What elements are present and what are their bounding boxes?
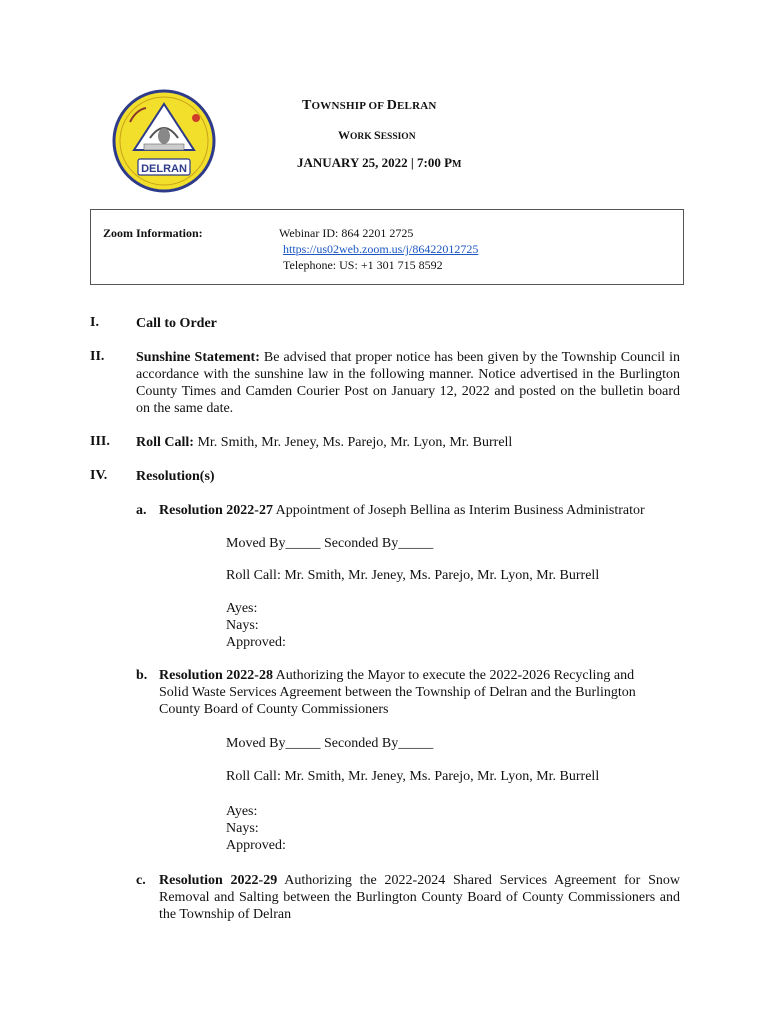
resolution-b: Resolution 2022-28 Authorizing the Mayor to execute the 2022-2026 Recycling and Solid Waste Services Agreement between the Township of Delran and the Burlington County Board of County Commissioners [159, 668, 636, 717]
item-number: III. [90, 434, 110, 449]
item-number: IV. [90, 468, 108, 483]
approved: Approved: [226, 635, 286, 650]
approved: Approved: [226, 838, 286, 853]
page-subtitle: WORK SESSION [338, 128, 416, 142]
moved-by: Moved By_____ Seconded By_____ [226, 536, 434, 551]
webinar-id: Webinar ID: 864 2201 2725 [279, 226, 414, 240]
item-sunshine: Sunshine Statement: Be advised that proper notice has been given by the Township Council in accordance with the sunshine law in the following manner. Notice advertised in the Burlington County Times and Camden Courier Post on January 12, 2022 and posted on the bulletin board on the same date. [136, 350, 681, 416]
item-roll-call: Roll Call: Mr. Smith, Mr. Jeney, Ms. Parejo, Mr. Lyon, Mr. Burrell [136, 435, 513, 450]
ayes: Ayes: [226, 804, 258, 819]
meeting-date: JANUARY 25, 2022 | 7:00 PM [297, 155, 462, 170]
roll-call-line: Roll Call: Mr. Smith, Mr. Jeney, Ms. Parejo, Mr. Lyon, Mr. Burrell [226, 568, 600, 583]
zoom-link[interactable]: https://us02web.zoom.us/j/86422012725 [283, 242, 479, 256]
resolution-letter: b. [136, 668, 148, 683]
moved-by: Moved By_____ Seconded By_____ [226, 736, 434, 751]
resolution-c: Resolution 2022-29 Authorizing the 2022-2024 Shared Services Agreement for Snow Removal and Salting between the Burlington County Board of County Commissioners and the Township of Delran [159, 873, 681, 922]
nays: Nays: [226, 821, 259, 836]
telephone: Telephone: US: +1 301 715 8592 [283, 258, 443, 272]
nays: Nays: [226, 618, 259, 633]
resolution-letter: c. [136, 873, 146, 888]
township-seal [112, 88, 216, 194]
zoom-label: Zoom Information: [103, 226, 203, 240]
item-number: I. [90, 315, 99, 330]
ayes: Ayes: [226, 601, 258, 616]
item-resolutions: Resolution(s) [136, 469, 215, 484]
seal-text: DELRAN [141, 163, 187, 175]
resolution-letter: a. [136, 503, 147, 518]
resolution-a: Resolution 2022-27 Appointment of Joseph Bellina as Interim Business Administrator [159, 503, 645, 518]
zoom-info-box [90, 209, 684, 285]
item-call-to-order: Call to Order [136, 316, 217, 331]
item-number: II. [90, 349, 105, 364]
roll-call-line: Roll Call: Mr. Smith, Mr. Jeney, Ms. Parejo, Mr. Lyon, Mr. Burrell [226, 769, 600, 784]
page-title: TOWNSHIP OF DELRAN [302, 98, 437, 113]
